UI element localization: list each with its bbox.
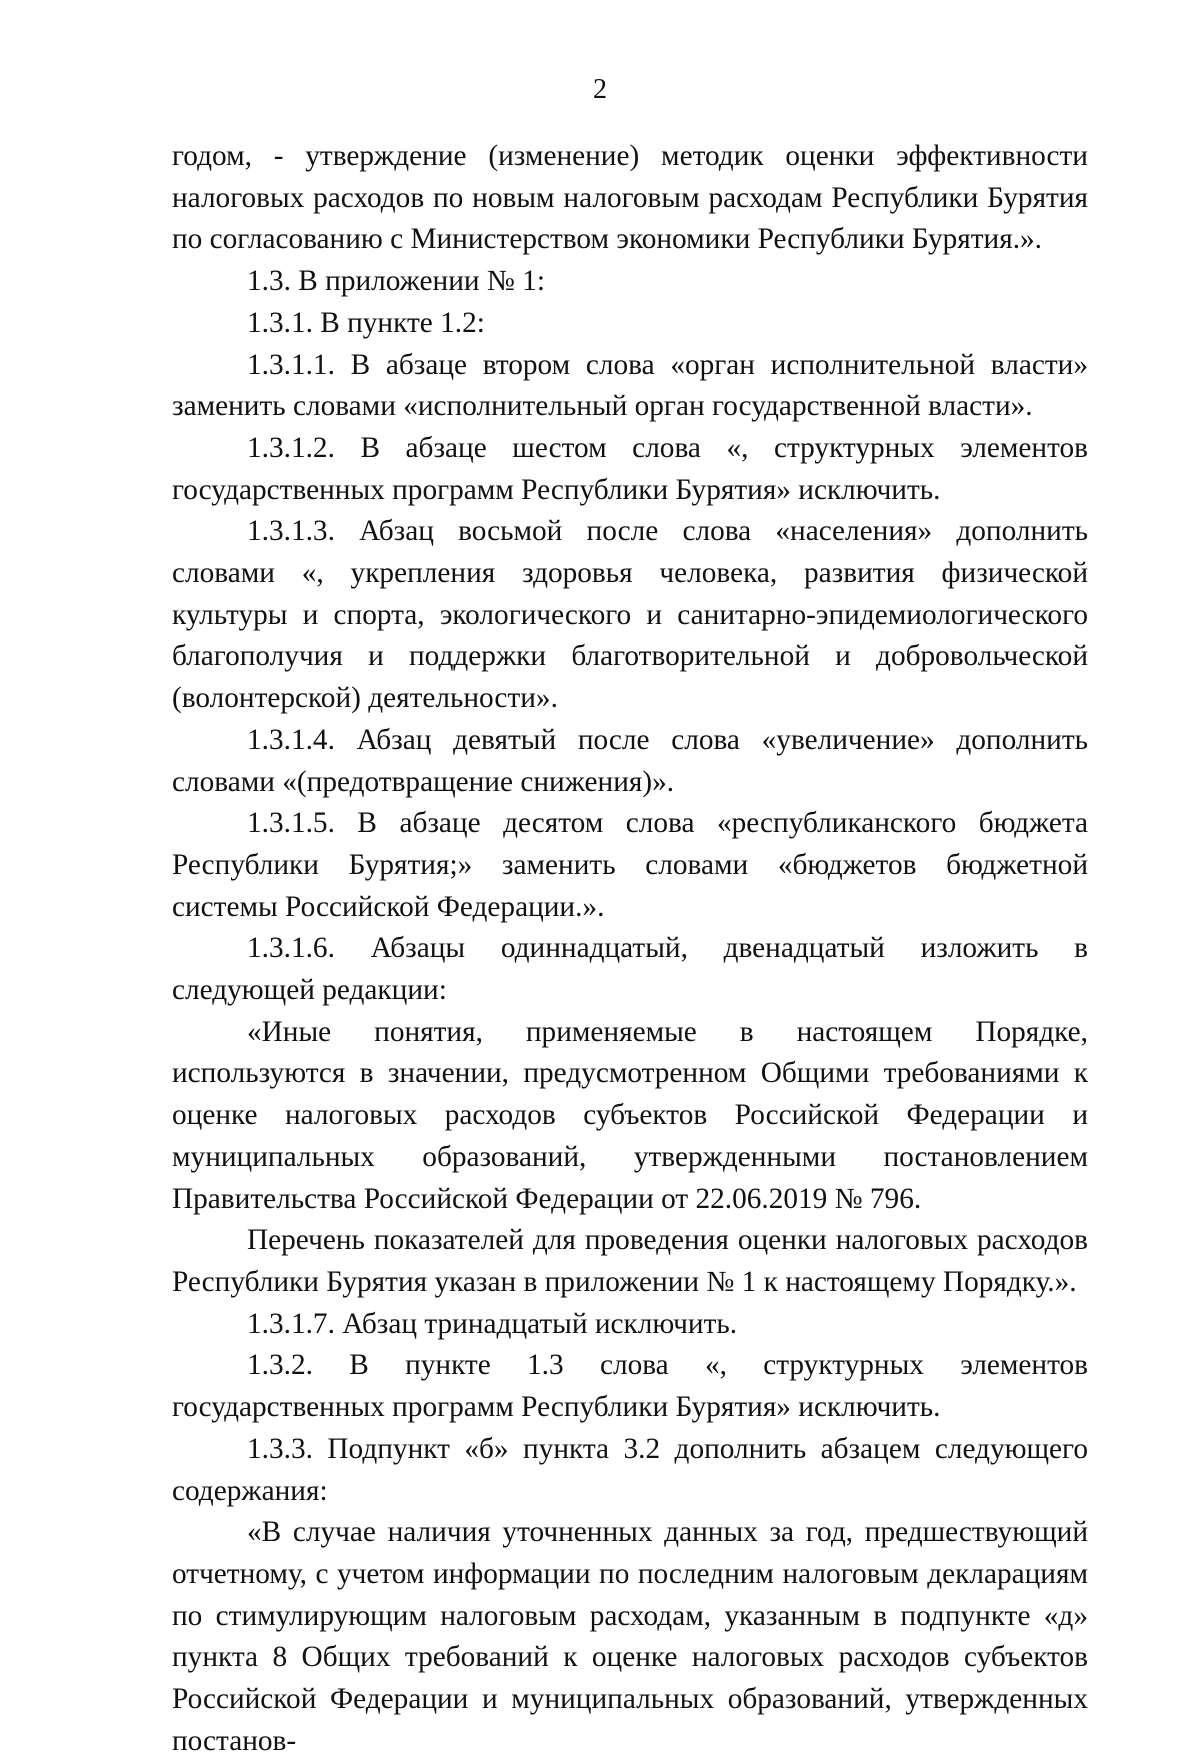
paragraph: 1.3.1.7. Абзац тринадцатый исключить. [247,1307,738,1340]
paragraph: 1.3.1.3. Абзац восьмой после слова «населения» дополнить словами «, укрепления здоровья человека, развития физической культуры и спорта, экологического и санитарно-эпидемиологического благополучия и поддержки благотворительной и добровольческой (волонтерской) деятельности». [172,515,1088,715]
paragraph: 1.3.1.1. В абзаце втором слова «орган исполнительной власти» заменить словами «исполнительный орган государственной власти». [172,348,1088,423]
paragraph: 1.3. В приложении № 1: [247,265,545,298]
paragraph: годом, - утверждение (изменение) методик оценки эффективности налоговых расходов по новым налоговым расходам Республики Бурятия по согласованию с Министерством экономики Республики Бурятия.». [172,140,1088,256]
paragraph: 1.3.3. Подпункт «б» пункта 3.2 дополнить абзацем следующего содержания: [172,1432,1088,1507]
paragraph: 1.3.1.4. Абзац девятый после слова «увеличение» дополнить словами «(предотвращение снижения)». [172,723,1088,798]
paragraph: Перечень показателей для проведения оценки налоговых расходов Республики Бурятия указан в приложении № 1 к настоящему Порядку.». [172,1224,1088,1298]
paragraph: 1.3.2. В пункте 1.3 слова «, структурных элементов государственных программ Республики Бурятия» исключить. [172,1349,1088,1424]
paragraph: «Иные понятия, применяемые в настоящем Порядке, используются в значении, предусмотренном Общими требованиями к оценке налоговых расходов субъектов Российской Федерации и муниципальных образований, утвержденными постановлением Правительства Российской Федерации от 22.06.2019 № 796. [172,1015,1088,1215]
document-body [172,136,1088,1762]
paragraph: 1.3.1.2. В абзаце шестом слова «, структурных элементов государственных программ Республики Бурятия» исключить. [172,431,1088,506]
page-number: 2 [593,74,607,105]
paragraph: 1.3.1.6. Абзацы одиннадцатый, двенадцатый изложить в следующей редакции: [172,932,1088,1007]
paragraph: 1.3.1.5. В абзаце десятом слова «республиканского бюджета Республики Бурятия;» заменить словами «бюджетов бюджетной системы Российской Федерации.». [172,807,1088,923]
paragraph: 1.3.1. В пункте 1.2: [247,306,485,339]
paragraph: «В случае наличия уточненных данных за год, предшествующий отчетному, с учетом информации по последним налоговым декларациям по стимулирующим налоговым расходам, указанным в подпункте «д» пункта 8 Общих требований к оценке налоговых расходов субъектов Российской Федерации и муниципальных образований, утвержденных постанов- [172,1516,1088,1757]
